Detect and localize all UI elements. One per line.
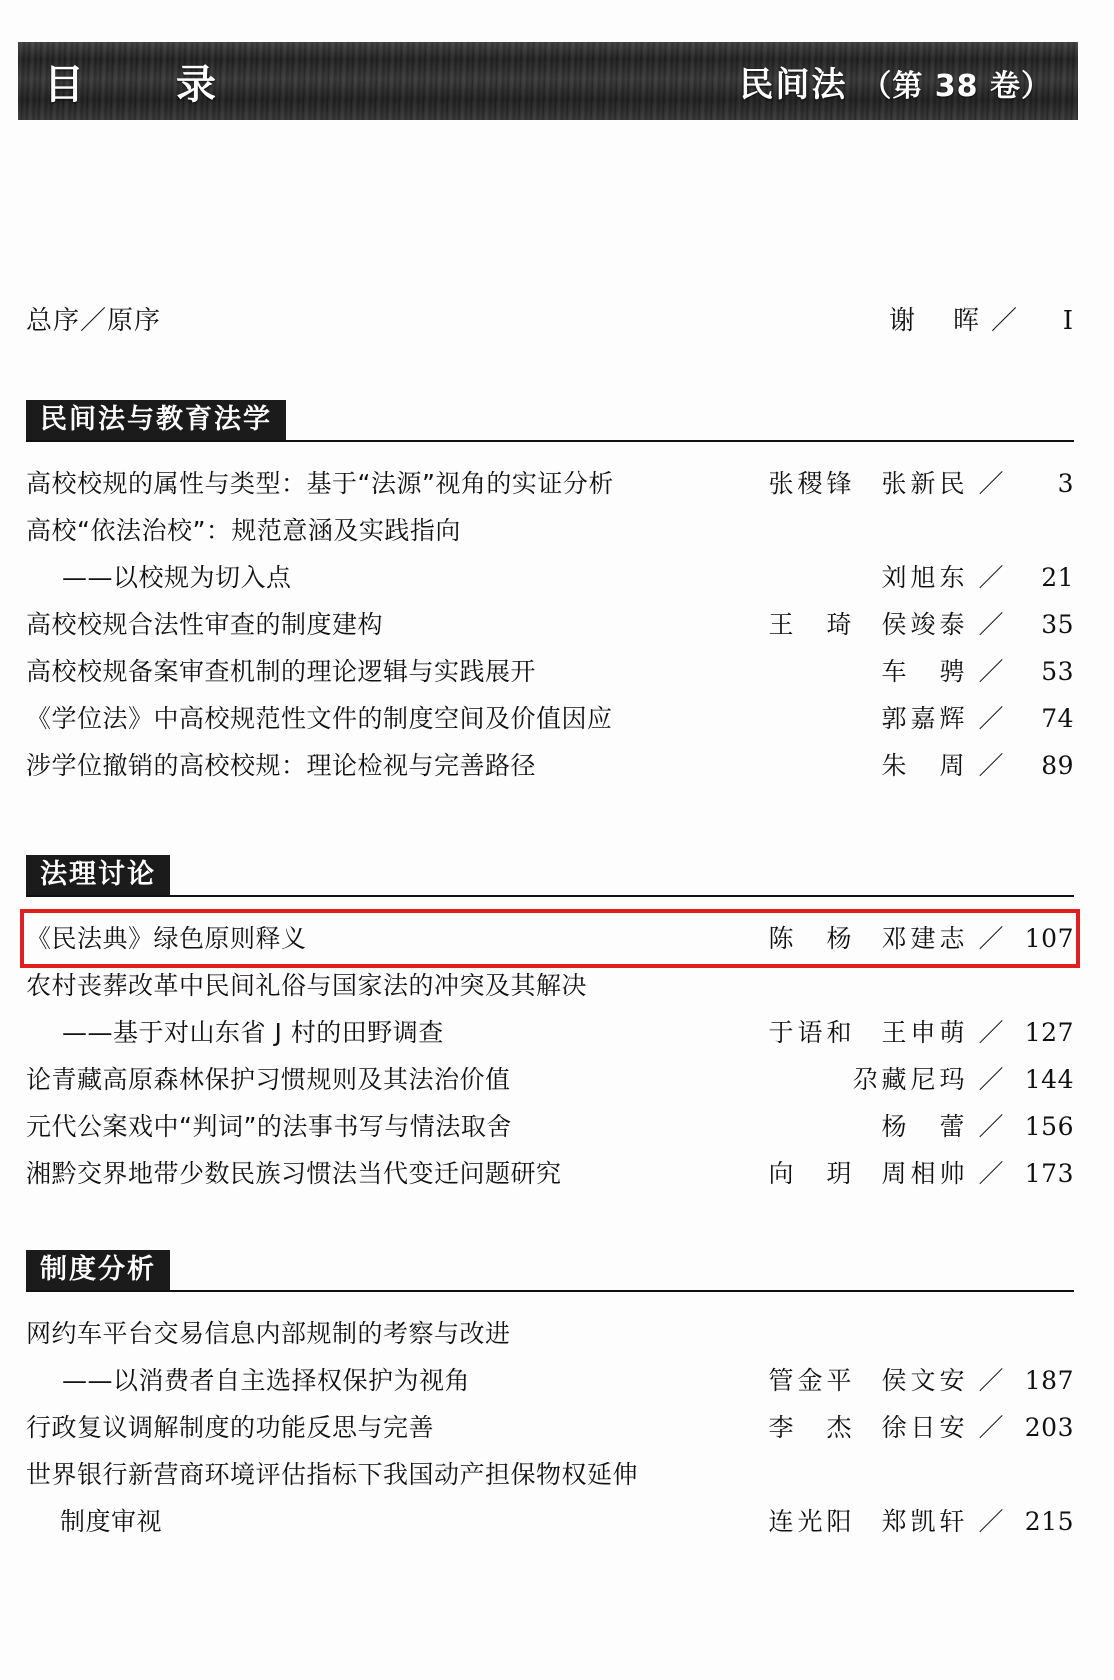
entry-authors (768, 1415, 968, 1440)
toc-entry[interactable] (26, 1451, 1074, 1498)
entry-authors (852, 1067, 968, 1092)
section-rule (26, 895, 1074, 897)
entry-title: 网约车平台交易信息内部规制的考察与改进 (26, 1319, 511, 1348)
entry-author: 王 琦 (768, 610, 856, 639)
entry-separator: ／ (978, 469, 1004, 498)
entry-author: 于语和 (768, 1018, 856, 1047)
entry-title: 世界银行新营商环境评估指标下我国动产担保物权延伸 (26, 1460, 639, 1489)
entry-page-number: 21 (1041, 563, 1074, 592)
entry-list (26, 460, 1074, 789)
entry-author: 张新民 (881, 469, 969, 498)
entry-author: 管金平 (768, 1366, 856, 1395)
entry-title: ——以消费者自主选择权保护为视角 (62, 1366, 471, 1395)
journal-title: 民间法 (739, 64, 848, 105)
entry-author: 车 骋 (881, 657, 969, 686)
toc-entry[interactable] (26, 962, 1074, 1009)
preface-page: I (1062, 306, 1074, 336)
entry-authors (881, 659, 968, 684)
page-header-band (18, 42, 1078, 120)
entry-title: ——基于对山东省 J 村的田野调查 (62, 1018, 444, 1047)
entry-page-number: 187 (1024, 1366, 1074, 1395)
entry-title: 农村丧葬改革中民间礼俗与国家法的冲突及其解决 (26, 971, 588, 1000)
entry-page-number: 127 (1024, 1018, 1074, 1047)
entry-page-number: 89 (1041, 751, 1074, 780)
entry-author: 向 玥 (768, 1159, 856, 1188)
entry-author: 徐日安 (881, 1413, 969, 1442)
entry-authors (881, 565, 968, 590)
entry-authors (881, 753, 968, 778)
entry-author: 连光阳 (768, 1507, 856, 1536)
entry-author: 郭嘉辉 (881, 704, 969, 733)
toc-entry[interactable] (26, 601, 1074, 648)
entry-separator: ／ (978, 751, 1004, 780)
toc-entry[interactable] (26, 742, 1074, 789)
entry-title: 论青藏高原森林保护习惯规则及其法治价值 (26, 1065, 511, 1094)
entry-authors (768, 926, 968, 951)
toc-entry[interactable] (26, 1310, 1074, 1357)
section-rule (26, 440, 1074, 442)
toc-entry[interactable] (26, 1150, 1074, 1197)
entry-separator: ／ (978, 1507, 1004, 1536)
toc-section (26, 400, 1074, 789)
entry-separator: ／ (978, 704, 1004, 733)
entry-page-number: 144 (1024, 1065, 1074, 1094)
entry-authors (881, 706, 968, 731)
entry-page-number: 203 (1024, 1413, 1074, 1442)
toc-entry[interactable] (26, 1103, 1074, 1150)
entry-author: 郑凯轩 (881, 1507, 969, 1536)
entry-title: 高校校规的属性与类型：基于“法源”视角的实证分析 (26, 469, 614, 498)
toc-entry[interactable] (26, 1404, 1074, 1451)
entry-author: 尕藏尼玛 (852, 1065, 969, 1094)
entry-authors (768, 1368, 968, 1393)
entry-authors (881, 1114, 968, 1139)
entry-separator: ／ (978, 657, 1004, 686)
entry-page-number: 3 (1057, 469, 1074, 498)
entry-separator: ／ (978, 1413, 1004, 1442)
section-tag-label: 法理讨论 (26, 855, 170, 895)
toc-entry[interactable] (26, 1009, 1074, 1056)
entry-page-number: 156 (1024, 1112, 1074, 1141)
section-heading (26, 1250, 1074, 1296)
entry-page-number: 173 (1024, 1159, 1074, 1188)
section-heading (26, 400, 1074, 446)
entry-authors (768, 1161, 968, 1186)
section-tag-label: 民间法与教育法学 (26, 400, 286, 440)
entry-authors (768, 612, 968, 637)
entry-separator: ／ (978, 1366, 1004, 1395)
entry-title: 行政复议调解制度的功能反思与完善 (26, 1413, 435, 1442)
entry-author: 杨 蕾 (881, 1112, 969, 1141)
entry-title: 《民法典》绿色原则释义 (26, 924, 307, 953)
entry-author: 李 杰 (768, 1413, 856, 1442)
entry-author: 朱 周 (881, 751, 969, 780)
entry-page-number: 35 (1041, 610, 1074, 639)
entry-title: 元代公案戏中“判词”的法事书写与情法取舍 (26, 1112, 512, 1141)
entry-authors (768, 1509, 968, 1534)
entry-title: ——以校规为切入点 (62, 563, 292, 592)
entry-separator: ／ (978, 924, 1004, 953)
entry-separator: ／ (978, 610, 1004, 639)
entry-title: 涉学位撤销的高校校规：理论检视与完善路径 (26, 751, 537, 780)
entry-author: 侯竣泰 (881, 610, 969, 639)
entry-page-number: 53 (1041, 657, 1074, 686)
volume-label: （第 38 卷） (861, 68, 1052, 104)
toc-entry[interactable] (26, 695, 1074, 742)
entry-title: 《学位法》中高校规范性文件的制度空间及价值因应 (26, 704, 613, 733)
entry-list (26, 915, 1074, 1197)
toc-entry[interactable] (26, 1056, 1074, 1103)
entry-author: 邓建志 (881, 924, 969, 953)
page-title: 目 录 (44, 61, 242, 108)
entry-separator: ／ (978, 563, 1004, 592)
journal-title-group (739, 57, 1052, 106)
entry-author: 陈 杨 (768, 924, 856, 953)
entry-authors (768, 1020, 968, 1045)
entry-title: 高校校规合法性审查的制度建构 (26, 610, 384, 639)
entry-separator: ／ (978, 1112, 1004, 1141)
entry-separator: ／ (978, 1065, 1004, 1094)
toc-section (26, 855, 1074, 1197)
entry-author: 周相帅 (881, 1159, 969, 1188)
toc-entry[interactable] (26, 1357, 1074, 1404)
entry-page-number: 215 (1024, 1507, 1074, 1536)
toc-entry[interactable] (26, 648, 1074, 695)
preface-title: 总序／原序 (26, 306, 162, 336)
toc-section (26, 1250, 1074, 1545)
entry-title: 高校“依法治校”：规范意涵及实践指向 (26, 516, 461, 545)
section-rule (26, 1290, 1074, 1292)
preface-entry (26, 300, 1074, 337)
entry-title: 制度审视 (60, 1507, 163, 1536)
toc-entry[interactable] (26, 1498, 1074, 1545)
entry-separator: ／ (978, 1018, 1004, 1047)
preface-separator: ／ (990, 306, 1018, 336)
toc-entry[interactable] (26, 507, 1074, 554)
entry-list (26, 1310, 1074, 1545)
entry-author: 刘旭东 (881, 563, 969, 592)
entry-page-number: 74 (1041, 704, 1074, 733)
entry-separator: ／ (978, 1159, 1004, 1188)
entry-author: 侯文安 (881, 1366, 969, 1395)
section-heading (26, 855, 1074, 901)
section-tag-label: 制度分析 (26, 1250, 170, 1290)
toc-entry-highlighted[interactable] (26, 915, 1074, 962)
entry-page-number: 107 (1024, 924, 1074, 953)
entry-title: 高校校规备案审查机制的理论逻辑与实践展开 (26, 657, 537, 686)
toc-entry[interactable] (26, 460, 1074, 507)
toc-entry[interactable] (26, 554, 1074, 601)
entry-title: 湘黔交界地带少数民族习惯法当代变迁问题研究 (26, 1159, 562, 1188)
entry-author: 张稷锋 (768, 469, 856, 498)
entry-author: 王申萌 (881, 1018, 969, 1047)
entry-authors (768, 471, 968, 496)
preface-author: 谢 晖 (888, 306, 985, 336)
